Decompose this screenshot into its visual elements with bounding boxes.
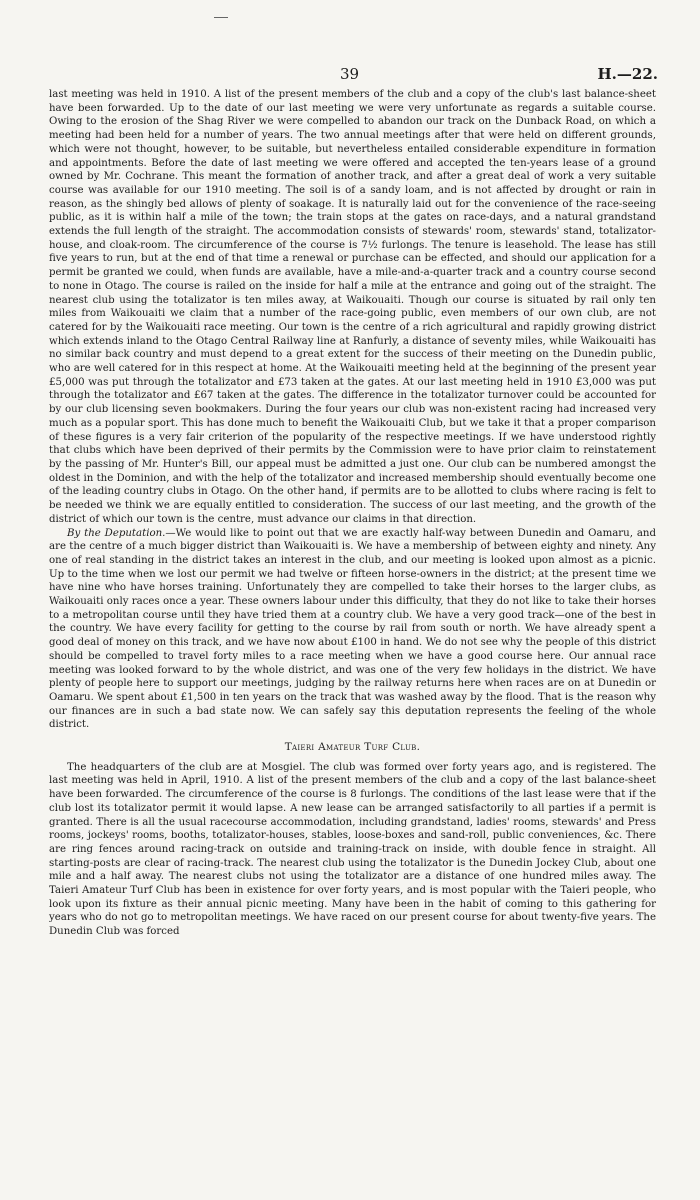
section-heading: Taieri Amateur Turf Club. bbox=[284, 741, 421, 754]
deputation-text: —We would like to point out that we are exactly half-way between Dunedin and Oamaru, and are the centre of a much bigger district than Waikouaiti is. We have a membership of between eighty and ninety. Any one of real standing in the district takes an interest in the club, and our meeting is looked upon almost as a picnic. Up to the time when we lost our permit we had twelve or fifteen horse-owners in the district; at the present time we have nine who have horses training. Unfortunately they are compelled to take their horses to the larger clubs, as Waikouaiti only races once a year. These owners labour under this difficulty, that they do not like to take their horses to a metropolitan course until they have tried them at a country club. We have a very good track—one of the best in the country. We have every facility for getting to the course by rail from south or north. We have already spent a good deal of money on this track, and we have now about £100 in hand. We do not see why the people of this district should be compelled to travel forty miles to a race meeting when we have a good course here. Our annual race meeting was looked forward to by the whole district, and was one of the very few holidays in the district. We have plenty of people here to support our meetings, judging by the railway returns here when races are on at Dunedin or Oamaru. We spent about £1,500 in ten years on the track that was washed away by the flood. That is the reason why our finances are in such a bad state now. We can safely say this deputation represents the feeling of the whole district. bbox=[49, 527, 656, 731]
paragraph-deputation bbox=[49, 527, 656, 733]
margin-mark bbox=[214, 17, 228, 18]
deputation-lead: By the Deputation. bbox=[67, 527, 166, 539]
paragraph-continued: last meeting was held in 1910. A list of the present members of the club and a copy of the club's last balance-sheet have been forwarded. Up to the date of our last meeting we were very unfortunate as regards a suitable course. Owing to the erosion of the Shag River we were compelled to abandon our track on the Dunback Road, on which a meeting had been held for a number of years. The two annual meetings after that were held on different grounds, which were not thought, however, to be suitable, but nevertheless entailed considerable expenditure in formation and appointments. Before the date of last meeting we were offered and accepted the ten-years lease of a ground owned by Mr. Cochrane. This meant the formation of another track, and after a great deal of work a very suitable course was available for our 1910 meeting. The soil is of a sandy loam, and is not affected by drought or rain in reason, as the shingly bed allows of plenty of soakage. It is naturally laid out for the convenience of the race-seeing public, as it is within half a mile of the town; the train stops at the gates on race-days, and a natural grandstand extends the full length of the straight. The accommodation consists of stewards' room, stewards' stand, totalizator-house, and cloak-room. The circumference of the course is 7½ furlongs. The tenure is leasehold. The lease has still five years to run, but at the end of that time a renewal or purchase can be effected, and should our application for a permit be granted we could, when funds are available, have a mile-and-a-quarter track and a country course second to none in Otago. The course is railed on the inside for half a mile at the entrance and going out of the straight. The nearest club using the totalizator is ten miles away, at Waikouaiti. Though our course is situated by rail only ten miles from Waikouaiti we claim that a number of the race-going public, even members of our own club, are not catered for by the Waikouaiti race meeting. Our town is the centre of a rich agricultural and rapidly growing district which extends inland to the Otago Central Railway line at Ranfurly, a distance of seventy miles, while Waikouaiti has no similar back country and must depend to a great extent for the success of their meeting on the Dunedin public, who are well catered for in this respect at home. At the Waikouaiti meeting held at the beginning of the present year £5,000 was put through the totalizator and £73 taken at the gates. At our last meeting held in 1910 £3,000 was put through the totalizator and £67 taken at the gates. The difference in the totalizator turnover could be accounted for by our club licensing seven bookmakers. During the four years our club was non-existent racing had increased very much as a popular sport. This has done much to benefit the Waikouaiti Club, but we take it that a proper comparison of these figures is a very fair criterion of the popularity of the respective meetings. If we have understood rightly that clubs which have been deprived of their permits by the Commission were to have prior claim to reinstatement by the passing of Mr. Hunter's Bill, our appeal must be admitted a just one. Our club can be numbered amongst the oldest in the Dominion, and with the help of the totalizator and increased membership should eventually become one of the leading country clubs in Otago. On the other hand, if permits are to be allotted to clubs where racing is felt to be needed we think we are equally entitled to consideration. The success of our last meeting, and the growth of the district of which our town is the centre, must advance our claims in that direction. bbox=[49, 89, 656, 525]
document-reference: H.—22. bbox=[597, 65, 658, 83]
paragraph-taieri: The headquarters of the club are at Mosgiel. The club was formed over forty years ago, and is registered. The last meeting was held in April, 1910. A list of the present members of the club and a copy of the last balance-sheet have been forwarded. The circumference of the course is 8 furlongs. The conditions of the last lease were that if the club lost its totalizator permit it would lapse. A new lease can be arranged satisfactorily to all parties if a permit is granted. There is all the usual racecourse accommodation, including grandstand, ladies' rooms, stewards' and Press rooms, jockeys' rooms, booths, totalizator-houses, stables, loose-boxes and sand-roll, public conveniences, &c. There are ring fences around racing-track on outside and training-track on inside, with double fence in straight. All starting-posts are clear of racing-track. The nearest club using the totalizator is the Dunedin Jockey Club, about one mile and a half away. The nearest clubs not using the totalizator are a distance of one hundred miles away. The Taieri Amateur Turf Club has been in existence for over forty years, and is most popular with the Taieri people, who look upon its fixture as their annual picnic meeting. Many have been in the habit of coming to this gathering for years who do not go to metropolitan meetings. We have raced on our present course for about twenty-five years. The Dunedin Club was forced bbox=[49, 761, 656, 938]
body-text bbox=[49, 88, 656, 939]
page-number: 39 bbox=[340, 65, 360, 83]
page-header bbox=[0, 65, 700, 85]
